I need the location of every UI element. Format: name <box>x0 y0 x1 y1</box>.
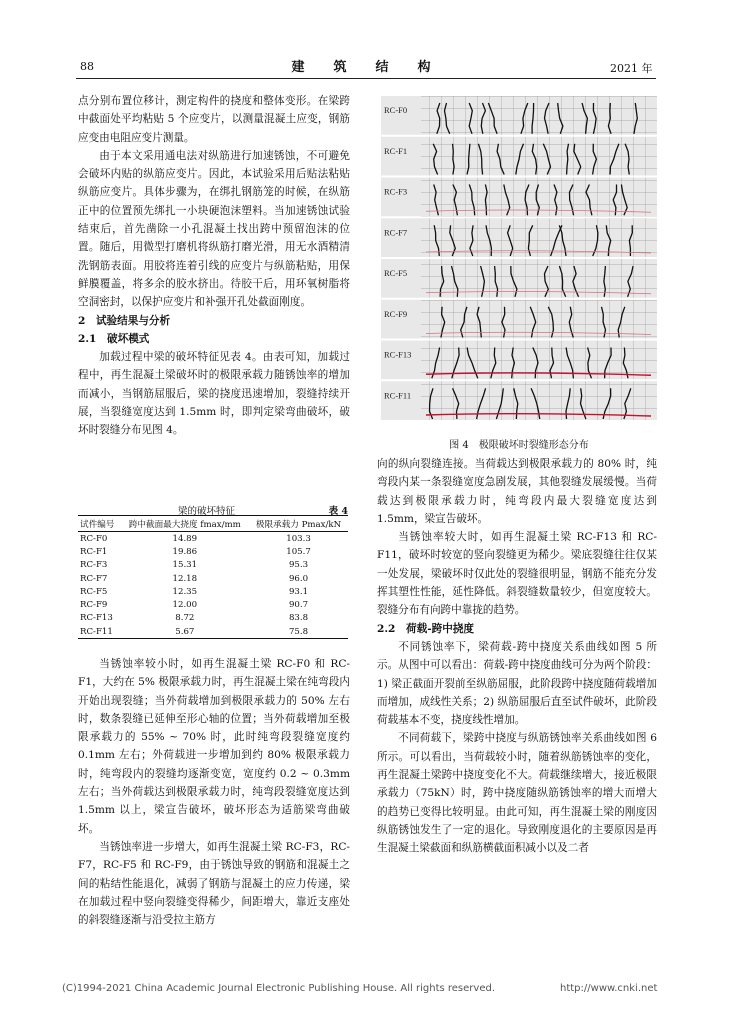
table-row <box>78 612 348 625</box>
paragraph: 点分别布置位移计，测定构件的挠度和整体变形。在梁跨中截面处平均粘贴 5 个应变片，以测量混凝土应变，钢筋应变由电阻应变片测量。 <box>78 95 350 144</box>
journal-year: 2021 年 <box>610 62 653 75</box>
subsection-heading: 2.2 荷载-跨中挠度 <box>377 622 474 635</box>
table-cell: 12.18 <box>172 573 198 584</box>
table-cell: 105.7 <box>286 546 311 557</box>
table-cell: 95.3 <box>288 560 309 571</box>
table-row <box>78 598 348 611</box>
panel-label: RC-F0 <box>384 105 408 115</box>
table-cell: RC-F0 <box>80 533 108 544</box>
paragraph: 当锈蚀率较大时，如再生混凝土梁 RC-F13 和 RC-F11，破坏时较宽的竖向裂缝更为稀少。梁底裂缝往往仅某一处发展，梁破坏时仅此处的裂缝很明显，钢筋不能充分发挥其塑性性能，延性降低。斜裂缝数量较少，但宽度较大。裂缝分布有向跨中靠拢的趋势。 <box>377 531 657 617</box>
page-number: 88 <box>80 60 94 73</box>
paragraph: 不同荷载下，梁跨中挠度与纵筋锈蚀率关系曲线如图 6 所示。可以看出，当荷载较小时，随着纵筋锈蚀率的变化，再生混凝土梁跨中挠度变化不大。荷载继续增大，接近极限承载力（75kN）时，跨中挠度随纵筋锈蚀率的增大而增大的趋势已变得比较明显。由此可知，再生混凝土梁的刚度因纵筋锈蚀发生了一定的退化。导致刚度退化的主要原因是再生混凝土梁截面和纵筋横截面积减小以及二者 <box>377 732 657 855</box>
right-column <box>377 455 657 858</box>
table-cell: 8.72 <box>175 613 195 624</box>
header-rule <box>76 78 656 79</box>
table-header: 试件编号 <box>78 516 121 532</box>
copyright-notice: (C)1994-2021 China Academic Journal Electronic Publishing House. All rights reserved. <box>62 983 495 994</box>
table-cell: 103.3 <box>286 533 311 544</box>
crack-pattern-figure <box>381 96 657 422</box>
table-cell: 12.35 <box>172 586 198 597</box>
paragraph: 当锈蚀率进一步增大，如再生混凝土梁 RC-F3，RC-F7，RC-F5 和 RC-F9，由于锈蚀导致的钢筋和混凝土之间的粘结性能退化，减弱了钢筋与混凝土的应力传递，梁在加载过程中竖向裂缝变得稀少，间距增大，靠近支座处的斜裂缝逐渐与沿受拉主筋方 <box>78 840 350 927</box>
paragraph: 加载过程中梁的破坏特征见表 4。由表可知，加载过程中，再生混凝土梁破坏时的极限承载力随锈蚀率的增加而减小，当钢筋屈服后，梁的挠度迅速增加，裂缝持续开展，当裂缝宽度达到 1.5mm 时，即判定梁弯曲破坏，破坏时裂缝分布见图 4。 <box>78 351 350 437</box>
table-cell: RC-F3 <box>80 560 108 571</box>
panel-label: RC-F5 <box>384 268 408 278</box>
paragraph: 向的纵向裂缝连接。当荷载达到极限承载力的 80% 时，纯弯段内某一条裂缝宽度急剧发展，其他裂缝发展缓慢。当荷载达到极限承载力时，纯弯段内最大裂缝宽度达到 1.5mm，梁宣告破坏。 <box>377 458 657 525</box>
subsection-heading: 2.1 破坏模式 <box>78 332 150 345</box>
table-cell: RC-F1 <box>80 546 108 557</box>
table-cell: 19.86 <box>172 546 198 557</box>
panel-label: RC-F9 <box>384 308 408 319</box>
table-cell: 96.0 <box>288 573 309 584</box>
table-title: 梁的破坏特征 <box>178 506 236 517</box>
paragraph: 不同锈蚀率下，梁荷载-跨中挠度关系曲线如图 5 所示。从图中可以看出：荷载-跨中挠度曲线可分为两个阶段：1) 梁正截面开裂前至纵筋屈服，此阶段跨中挠度随荷载增加而增加，成线性关系；2) 纵筋屈服后直至试件破坏，此阶段荷载基本不变，挠度线性增加。 <box>377 640 657 727</box>
source-url: http://www.cnki.net <box>560 983 658 994</box>
table-row <box>78 625 348 639</box>
table-row <box>78 559 348 572</box>
panel-label: RC-F1 <box>384 145 408 156</box>
panel-grid <box>421 137 657 176</box>
panel-label: RC-F7 <box>384 227 408 238</box>
figure-caption: 图 4 极限破坏时裂缝形态分布 <box>449 440 589 451</box>
table-cell: 90.7 <box>288 600 309 611</box>
panel-label: RC-F13 <box>384 349 412 360</box>
left-column-top <box>78 92 350 440</box>
table-cell: RC-F9 <box>80 600 108 611</box>
table-cell: RC-F7 <box>80 573 108 584</box>
table-row <box>78 572 348 585</box>
journal-title: 建 筑 结 构 <box>291 60 439 75</box>
table-cell: 75.8 <box>249 625 348 639</box>
table-header: 极限承载力 Pmax/kN <box>249 516 348 532</box>
section-heading: 2 试验结果与分析 <box>78 314 171 327</box>
panel-label: RC-F11 <box>384 390 412 401</box>
left-column-bottom <box>78 655 350 929</box>
table-cell: RC-F13 <box>80 613 113 624</box>
panel-grid <box>421 96 657 135</box>
table-header: 跨中截面最大挠度 fmax/mm <box>121 516 250 532</box>
panel-label: RC-F3 <box>384 186 408 197</box>
table-row <box>78 545 348 558</box>
table-cell: RC-F5 <box>80 586 108 597</box>
table-cell: 5.67 <box>121 625 250 639</box>
table-cell: 12.00 <box>172 600 198 611</box>
table-number: 表 4 <box>328 506 348 517</box>
table-cell: 14.89 <box>172 533 198 544</box>
paragraph: 当锈蚀率较小时，如再生混凝土梁 RC-F0 和 RC-F1，大约在 5% 极限承载力时，再生混凝土梁在纯弯段内开始出现裂缝；当外荷载增加到极限承载力的 50% 左右时，数条裂缝已延伸至形心轴的位置；当外荷载增加至极限承载力的 55% ~ 70% 时，此时纯弯段裂缝宽度约 0.1mm 左右；外荷载进一步增加到约 80% 极限承载力时，纯弯段内的裂缝均逐渐变宽，宽度约 0.2 ~ 0.3mm 左右；当外荷载达到极限承载力时，纯弯段裂缝宽度达到 1.5mm 以上，梁宣告破坏，破坏形态为适筋梁弯曲破坏。 <box>78 658 350 835</box>
table-cell: 83.8 <box>288 613 309 624</box>
table-cell: 15.31 <box>172 560 198 571</box>
failure-table <box>78 515 348 639</box>
table-row <box>78 585 348 598</box>
table-cell: RC-F11 <box>78 625 121 639</box>
paragraph: 由于本文采用通电法对纵筋进行加速锈蚀，不可避免会破坏内贴的纵筋应变片。因此，本试验采用后贴法粘贴纵筋应变片。具体步骤为，在绑扎钢筋笼的时候，在纵筋正中的位置预先绑扎一小块硬泡沫塑料。当加速锈蚀试验结束后，首先凿除一小孔混凝土找出跨中预留泡沫的位置。随后，用微型打磨机将纵筋打磨光滑，用无水酒精清洗钢筋表面。用胶将连着引线的应变片与纵筋粘贴，用保鲜膜覆盖，将多余的胶水挤出。待胶干后，用环氧树脂将空洞密封，以保护应变片和补强开孔处截面刚度。 <box>78 149 350 309</box>
table-cell: 93.1 <box>288 586 309 597</box>
table-row <box>78 532 348 546</box>
